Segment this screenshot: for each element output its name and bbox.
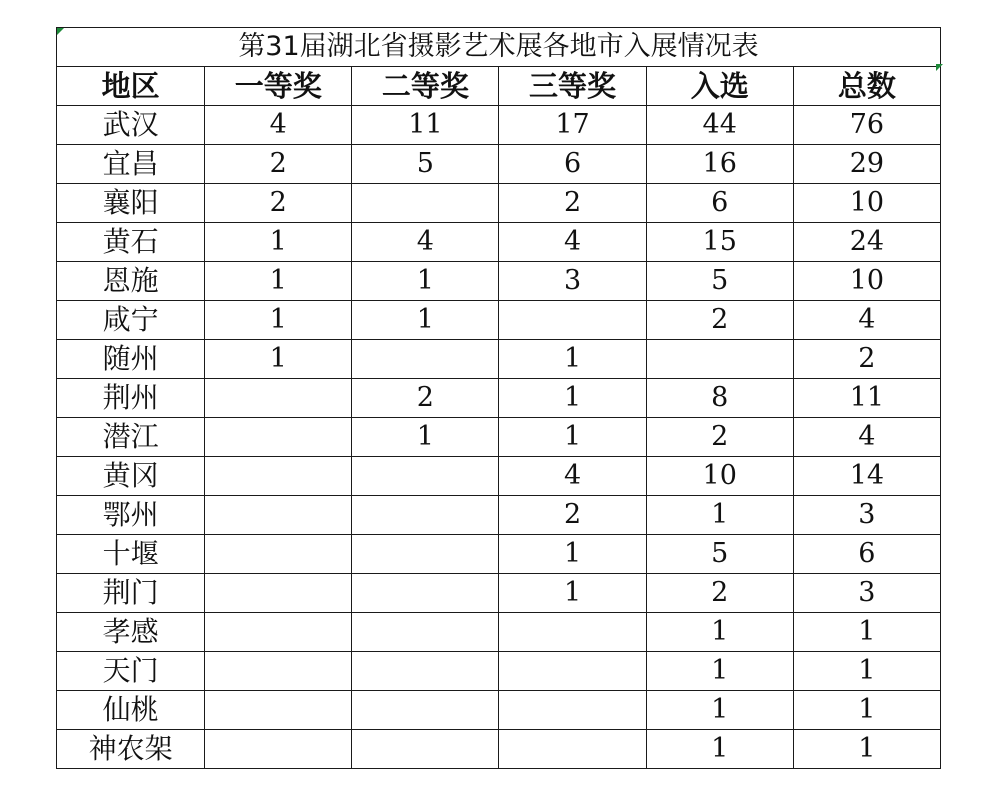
cell-second-prize[interactable] bbox=[352, 496, 499, 535]
table-row bbox=[57, 301, 941, 340]
table-row bbox=[57, 457, 941, 496]
table-row bbox=[57, 652, 941, 691]
cell-third-prize[interactable]: 6 bbox=[499, 145, 646, 184]
table-row bbox=[57, 691, 941, 730]
header-total[interactable]: 总数 bbox=[793, 67, 940, 106]
cell-third-prize[interactable] bbox=[499, 730, 646, 769]
region-cell[interactable]: 天门 bbox=[57, 652, 205, 691]
region-cell[interactable]: 恩施 bbox=[57, 262, 205, 301]
region-cell[interactable]: 宜昌 bbox=[57, 145, 205, 184]
table-row bbox=[57, 340, 941, 379]
cell-total[interactable]: 1 bbox=[793, 691, 940, 730]
table-title[interactable]: 第31届湖北省摄影艺术展各地市入展情况表 bbox=[57, 28, 941, 67]
cell-second-prize[interactable] bbox=[352, 652, 499, 691]
cell-third-prize[interactable] bbox=[499, 691, 646, 730]
cell-selected[interactable]: 44 bbox=[646, 106, 793, 145]
cell-selected[interactable]: 2 bbox=[646, 418, 793, 457]
header-region[interactable]: 地区 bbox=[57, 67, 205, 106]
cell-total[interactable]: 1 bbox=[793, 730, 940, 769]
cell-first-prize[interactable] bbox=[205, 535, 352, 574]
cell-total[interactable]: 6 bbox=[793, 535, 940, 574]
cell-selected[interactable]: 1 bbox=[646, 496, 793, 535]
cell-third-prize[interactable]: 1 bbox=[499, 418, 646, 457]
cell-selected[interactable]: 1 bbox=[646, 691, 793, 730]
region-cell[interactable]: 襄阳 bbox=[57, 184, 205, 223]
header-row bbox=[57, 67, 941, 106]
region-cell[interactable]: 荆州 bbox=[57, 379, 205, 418]
cell-second-prize[interactable] bbox=[352, 574, 499, 613]
header-selected[interactable]: 入选 bbox=[646, 67, 793, 106]
table-row bbox=[57, 613, 941, 652]
cell-second-prize[interactable]: 2 bbox=[352, 379, 499, 418]
cell-second-prize[interactable] bbox=[352, 730, 499, 769]
header-third-prize[interactable]: 三等奖 bbox=[499, 67, 646, 106]
cell-second-prize[interactable]: 11 bbox=[352, 106, 499, 145]
cell-first-prize[interactable] bbox=[205, 613, 352, 652]
cell-second-prize[interactable] bbox=[352, 535, 499, 574]
cell-third-prize[interactable] bbox=[499, 613, 646, 652]
cell-third-prize[interactable]: 1 bbox=[499, 340, 646, 379]
cell-second-prize[interactable] bbox=[352, 340, 499, 379]
cell-selected[interactable]: 15 bbox=[646, 223, 793, 262]
table-row bbox=[57, 145, 941, 184]
cell-total[interactable]: 14 bbox=[793, 457, 940, 496]
cell-third-prize[interactable]: 17 bbox=[499, 106, 646, 145]
table-row bbox=[57, 496, 941, 535]
cell-selected[interactable]: 10 bbox=[646, 457, 793, 496]
table-row bbox=[57, 184, 941, 223]
region-cell[interactable]: 咸宁 bbox=[57, 301, 205, 340]
cell-third-prize[interactable]: 4 bbox=[499, 457, 646, 496]
cell-first-prize[interactable] bbox=[205, 730, 352, 769]
cell-first-prize[interactable] bbox=[205, 418, 352, 457]
cell-selected[interactable]: 1 bbox=[646, 730, 793, 769]
region-cell[interactable]: 鄂州 bbox=[57, 496, 205, 535]
cell-second-prize[interactable] bbox=[352, 691, 499, 730]
cell-second-prize[interactable] bbox=[352, 184, 499, 223]
cell-selected[interactable]: 5 bbox=[646, 262, 793, 301]
region-cell[interactable]: 随州 bbox=[57, 340, 205, 379]
cell-second-prize[interactable] bbox=[352, 457, 499, 496]
cell-third-prize[interactable]: 3 bbox=[499, 262, 646, 301]
cell-selected[interactable] bbox=[646, 340, 793, 379]
cell-first-prize[interactable]: 1 bbox=[205, 262, 352, 301]
cell-third-prize[interactable] bbox=[499, 652, 646, 691]
cell-third-prize[interactable]: 1 bbox=[499, 574, 646, 613]
cell-total[interactable]: 3 bbox=[793, 496, 940, 535]
cell-total[interactable]: 4 bbox=[793, 301, 940, 340]
cell-selected[interactable]: 6 bbox=[646, 184, 793, 223]
cell-first-prize[interactable] bbox=[205, 574, 352, 613]
cell-selected[interactable]: 2 bbox=[646, 301, 793, 340]
table-row bbox=[57, 574, 941, 613]
cell-total[interactable]: 24 bbox=[793, 223, 940, 262]
cell-total[interactable]: 3 bbox=[793, 574, 940, 613]
cell-first-prize[interactable]: 2 bbox=[205, 145, 352, 184]
table-row bbox=[57, 262, 941, 301]
cell-total[interactable]: 11 bbox=[793, 379, 940, 418]
cell-selected[interactable]: 5 bbox=[646, 535, 793, 574]
cell-total[interactable]: 29 bbox=[793, 145, 940, 184]
cell-total[interactable]: 10 bbox=[793, 184, 940, 223]
region-cell[interactable]: 黄石 bbox=[57, 223, 205, 262]
cell-first-prize[interactable] bbox=[205, 691, 352, 730]
cell-selected[interactable]: 1 bbox=[646, 652, 793, 691]
cell-third-prize[interactable]: 2 bbox=[499, 184, 646, 223]
region-cell[interactable]: 黄冈 bbox=[57, 457, 205, 496]
cell-total[interactable]: 10 bbox=[793, 262, 940, 301]
cell-second-prize[interactable]: 5 bbox=[352, 145, 499, 184]
cell-first-prize[interactable] bbox=[205, 379, 352, 418]
spreadsheet-table bbox=[56, 27, 941, 769]
cell-selected[interactable]: 16 bbox=[646, 145, 793, 184]
cell-second-prize[interactable] bbox=[352, 613, 499, 652]
table-row bbox=[57, 379, 941, 418]
title-row bbox=[57, 28, 941, 67]
cell-selected[interactable]: 8 bbox=[646, 379, 793, 418]
cell-first-prize[interactable]: 1 bbox=[205, 340, 352, 379]
cell-second-prize[interactable]: 1 bbox=[352, 418, 499, 457]
region-cell[interactable]: 武汉 bbox=[57, 106, 205, 145]
cell-first-prize[interactable]: 1 bbox=[205, 301, 352, 340]
cell-third-prize[interactable]: 1 bbox=[499, 379, 646, 418]
cell-total[interactable]: 1 bbox=[793, 652, 940, 691]
table-row bbox=[57, 730, 941, 769]
cell-first-prize[interactable] bbox=[205, 457, 352, 496]
cell-first-prize[interactable]: 4 bbox=[205, 106, 352, 145]
cell-total[interactable]: 4 bbox=[793, 418, 940, 457]
cell-first-prize[interactable]: 1 bbox=[205, 223, 352, 262]
cell-total[interactable]: 2 bbox=[793, 340, 940, 379]
table-row bbox=[57, 418, 941, 457]
table-row bbox=[57, 535, 941, 574]
cell-third-prize[interactable]: 2 bbox=[499, 496, 646, 535]
region-cell[interactable]: 仙桃 bbox=[57, 691, 205, 730]
table-row bbox=[57, 106, 941, 145]
cell-selected[interactable]: 2 bbox=[646, 574, 793, 613]
region-cell[interactable]: 十堰 bbox=[57, 535, 205, 574]
table-body bbox=[57, 106, 941, 769]
cell-third-prize[interactable] bbox=[499, 301, 646, 340]
cell-second-prize[interactable]: 4 bbox=[352, 223, 499, 262]
cell-selected[interactable]: 1 bbox=[646, 613, 793, 652]
cell-first-prize[interactable]: 2 bbox=[205, 184, 352, 223]
cell-third-prize[interactable]: 1 bbox=[499, 535, 646, 574]
header-second-prize[interactable]: 二等奖 bbox=[352, 67, 499, 106]
cell-second-prize[interactable]: 1 bbox=[352, 262, 499, 301]
cell-second-prize[interactable]: 1 bbox=[352, 301, 499, 340]
region-cell[interactable]: 孝感 bbox=[57, 613, 205, 652]
region-cell[interactable]: 潜江 bbox=[57, 418, 205, 457]
cell-third-prize[interactable]: 4 bbox=[499, 223, 646, 262]
cell-total[interactable]: 76 bbox=[793, 106, 940, 145]
cell-marker-right bbox=[936, 64, 943, 71]
region-cell[interactable]: 荆门 bbox=[57, 574, 205, 613]
table-row bbox=[57, 223, 941, 262]
cell-total[interactable]: 1 bbox=[793, 613, 940, 652]
cell-first-prize[interactable] bbox=[205, 652, 352, 691]
header-first-prize[interactable]: 一等奖 bbox=[205, 67, 352, 106]
cell-first-prize[interactable] bbox=[205, 496, 352, 535]
region-cell[interactable]: 神农架 bbox=[57, 730, 205, 769]
